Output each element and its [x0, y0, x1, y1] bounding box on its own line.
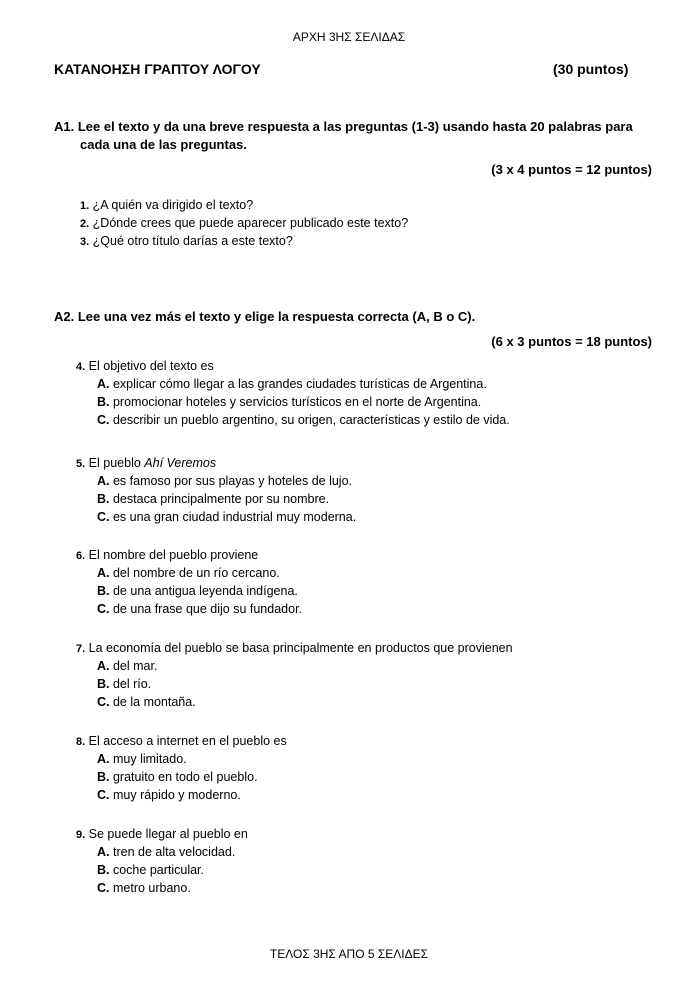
question-6-stem — [76, 548, 258, 562]
page-footer: ΤΕΛΟΣ 3ΗΣ ΑΠΟ 5 ΣΕΛΙΔΕΣ — [269, 947, 429, 961]
question-5-stem — [76, 456, 216, 470]
question-7-option-b — [97, 677, 151, 691]
option-letter: B. — [97, 677, 110, 691]
question-number: 8. — [76, 736, 86, 748]
question-9-option-c — [97, 881, 191, 895]
question-4-option-a — [97, 377, 487, 391]
section-points: (30 puntos) — [553, 61, 629, 77]
question-7-option-c — [97, 695, 196, 709]
option-letter: A. — [97, 752, 110, 766]
question-text: ¿Qué otro título darías a este texto? — [92, 234, 293, 248]
option-text: es una gran ciudad industrial muy moderna. — [112, 510, 357, 524]
option-text: muy rápido y moderno. — [112, 788, 241, 802]
question-text-italic: Ahí Veremos — [144, 456, 217, 470]
option-letter: C. — [97, 413, 110, 427]
option-letter: A. — [97, 845, 110, 859]
question-6-option-c — [97, 602, 302, 616]
option-letter: B. — [97, 863, 110, 877]
question-text: ¿A quién va dirigido el texto? — [92, 198, 254, 212]
option-text: de una frase que dijo su fundador. — [112, 602, 303, 616]
option-letter: B. — [97, 395, 110, 409]
question-5-option-b — [97, 492, 329, 506]
option-text: destaca principalmente por su nombre. — [112, 492, 330, 506]
option-text: es famoso por sus playas y hoteles de lujo. — [112, 474, 353, 488]
question-number: 1. — [80, 200, 90, 212]
a1-instruction-line1: A1. Lee el texto y da una breve respuesta a las preguntas (1-3) usando hasta 20 palabras para — [54, 119, 633, 134]
question-7-stem — [76, 641, 513, 655]
option-letter: A. — [97, 566, 110, 580]
option-text: coche particular. — [112, 863, 205, 877]
option-text: gratuito en todo el pueblo. — [112, 770, 258, 784]
option-letter: A. — [97, 659, 110, 673]
section-title: ΚΑΤΑΝΟΗΣΗ ΓΡΑΠΤΟΥ ΛΟΓΟΥ — [54, 61, 261, 77]
question-number: 6. — [76, 550, 86, 562]
question-8-option-c — [97, 788, 241, 802]
option-text: describir un pueblo argentino, su origen, características y estilo de vida. — [112, 413, 510, 427]
option-letter: B. — [97, 584, 110, 598]
option-text: de la montaña. — [112, 695, 196, 709]
question-number: 5. — [76, 458, 86, 470]
option-letter: A. — [97, 474, 110, 488]
option-text: promocionar hoteles y servicios turísticos en el norte de Argentina. — [112, 395, 482, 409]
question-8-option-a — [97, 752, 187, 766]
option-text: tren de alta velocidad. — [112, 845, 236, 859]
a1-question-2 — [80, 216, 408, 230]
option-letter: A. — [97, 377, 110, 391]
a1-question-1 — [80, 198, 253, 212]
option-text: del mar. — [112, 659, 158, 673]
option-text: muy limitado. — [112, 752, 187, 766]
question-6-option-b — [97, 584, 298, 598]
option-text: de una antigua leyenda indígena. — [112, 584, 298, 598]
question-number: 3. — [80, 236, 90, 248]
question-number: 9. — [76, 829, 86, 841]
question-number: 4. — [76, 361, 86, 373]
question-text: El nombre del pueblo proviene — [88, 548, 259, 562]
page-header: ΑΡΧΗ 3ΗΣ ΣΕΛΙΔΑΣ — [292, 30, 406, 44]
option-letter: C. — [97, 881, 110, 895]
question-text: Se puede llegar al pueblo en — [88, 827, 248, 841]
question-8-option-b — [97, 770, 258, 784]
option-letter: C. — [97, 695, 110, 709]
question-9-stem — [76, 827, 248, 841]
a1-points: (3 x 4 puntos = 12 puntos) — [491, 162, 652, 177]
question-text: El objetivo del texto es — [88, 359, 214, 373]
option-text: del nombre de un río cercano. — [112, 566, 280, 580]
a2-points: (6 x 3 puntos = 18 puntos) — [491, 334, 652, 349]
option-letter: C. — [97, 788, 110, 802]
question-4-option-b — [97, 395, 481, 409]
a1-question-3 — [80, 234, 293, 248]
question-5-option-a — [97, 474, 352, 488]
question-text: El acceso a internet en el pueblo es — [88, 734, 287, 748]
question-number: 7. — [76, 643, 86, 655]
question-text: ¿Dónde crees que puede aparecer publicado este texto? — [92, 216, 409, 230]
question-5-option-c — [97, 510, 356, 524]
question-9-option-b — [97, 863, 204, 877]
question-9-option-a — [97, 845, 235, 859]
question-text: La economía del pueblo se basa principalmente en productos que provienen — [88, 641, 513, 655]
a1-instruction-line2: cada una de las preguntas. — [80, 137, 247, 152]
question-7-option-a — [97, 659, 157, 673]
question-text: El pueblo — [88, 456, 145, 470]
question-8-stem — [76, 734, 287, 748]
option-letter: B. — [97, 770, 110, 784]
a2-instruction: A2. Lee una vez más el texto y elige la respuesta correcta (A, B o C). — [54, 309, 476, 324]
option-text: del río. — [112, 677, 152, 691]
option-letter: B. — [97, 492, 110, 506]
question-6-option-a — [97, 566, 280, 580]
option-text: metro urbano. — [112, 881, 191, 895]
option-text: explicar cómo llegar a las grandes ciudades turísticas de Argentina. — [112, 377, 487, 391]
question-4-option-c — [97, 413, 510, 427]
question-4-stem — [76, 359, 214, 373]
question-number: 2. — [80, 218, 90, 230]
option-letter: C. — [97, 602, 110, 616]
option-letter: C. — [97, 510, 110, 524]
